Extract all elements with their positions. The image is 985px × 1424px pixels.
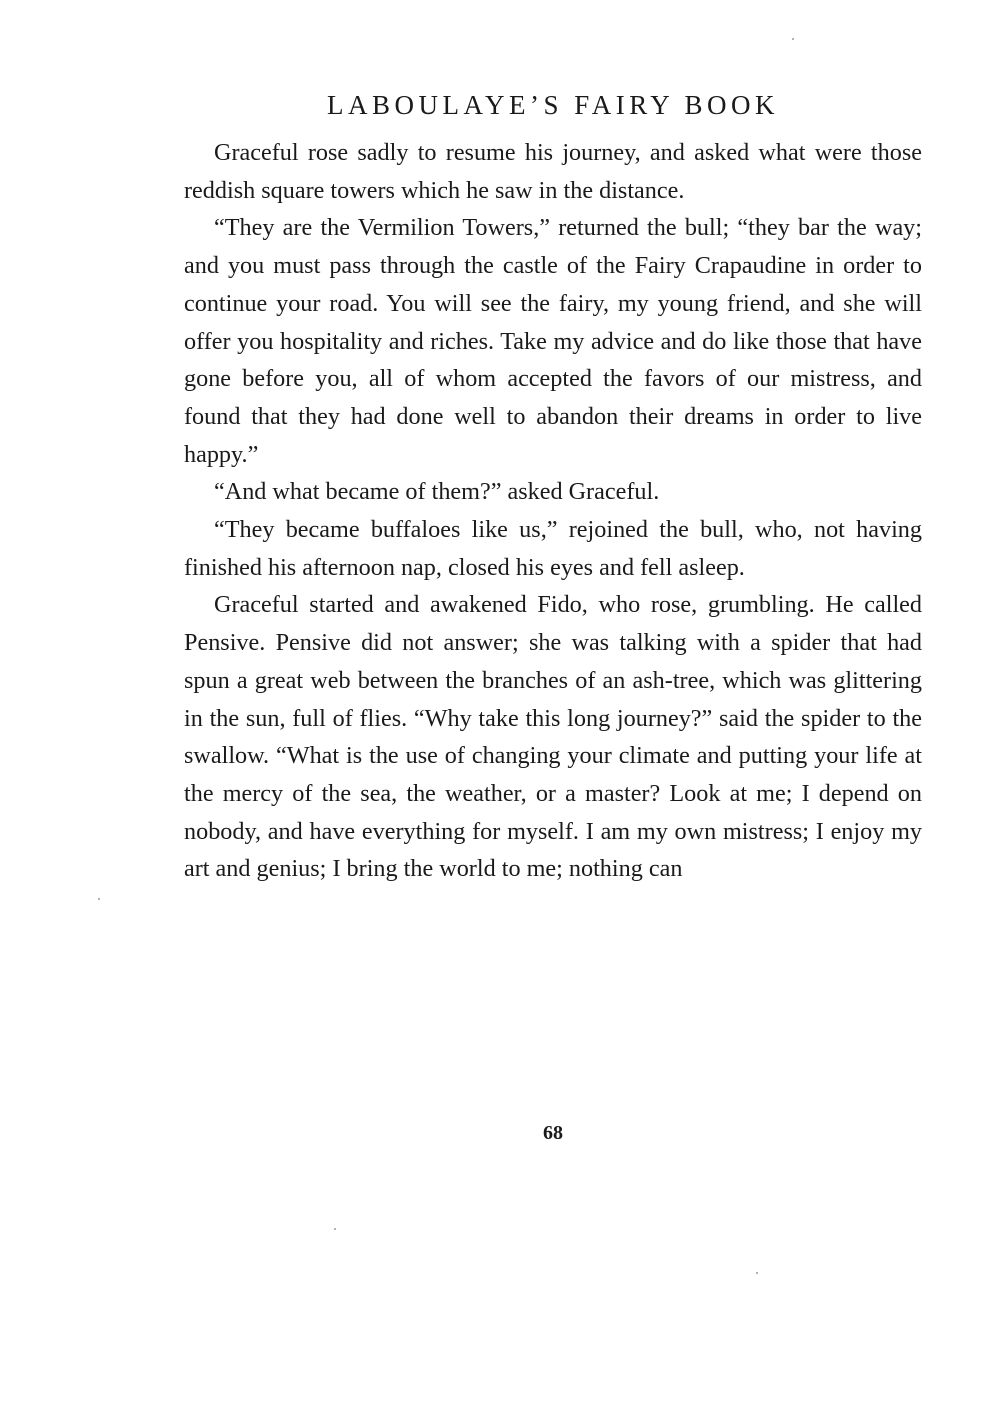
- scan-speck: [756, 1272, 758, 1274]
- paragraph: Graceful rose sadly to resume his journey, and asked what were those reddish square towers which he saw in the distance.: [184, 139, 922, 204]
- paragraph: Graceful started and awakened Fido, who rose, grumbling. He called Pensive. Pensive did not answer; she was talking with a spider that had spun a great web between the branches of an ash-tree, which was glittering in the sun, full of flies. “Why take this long journey?” said the spider to the swallow. “What is the use of changing your climate and putting your life at the mercy of the sea, the weather, or a master? Look at me; I depend on nobody, and have everything for myself. I am my own mistress; I enjoy my art and genius; I bring the world to me; nothing can: [184, 591, 922, 883]
- paragraph: “And what became of them?” asked Graceful.: [214, 478, 660, 506]
- page-number: 68: [543, 1122, 563, 1144]
- body-text: [184, 134, 922, 888]
- running-head: LABOULAYE’S FAIRY BOOK: [326, 90, 780, 120]
- scan-speck: [334, 1228, 336, 1230]
- paragraph: “They are the Vermilion Towers,” returned the bull; “they bar the way; and you must pass through the castle of the Fairy Crapaudine in order to continue your road. You will see the fairy, my young friend, and she will offer you hospitality and riches. Take my advice and do like those that have gone before you, all of whom accepted the favors of our mistress, and found that they had done well to abandon their dreams in order to live happy.”: [184, 214, 922, 468]
- scan-speck: [792, 38, 794, 40]
- scan-speck: [98, 898, 100, 900]
- paragraph: “They became buffaloes like us,” rejoined the bull, who, not having finished his afternoon nap, closed his eyes and fell asleep.: [184, 516, 922, 581]
